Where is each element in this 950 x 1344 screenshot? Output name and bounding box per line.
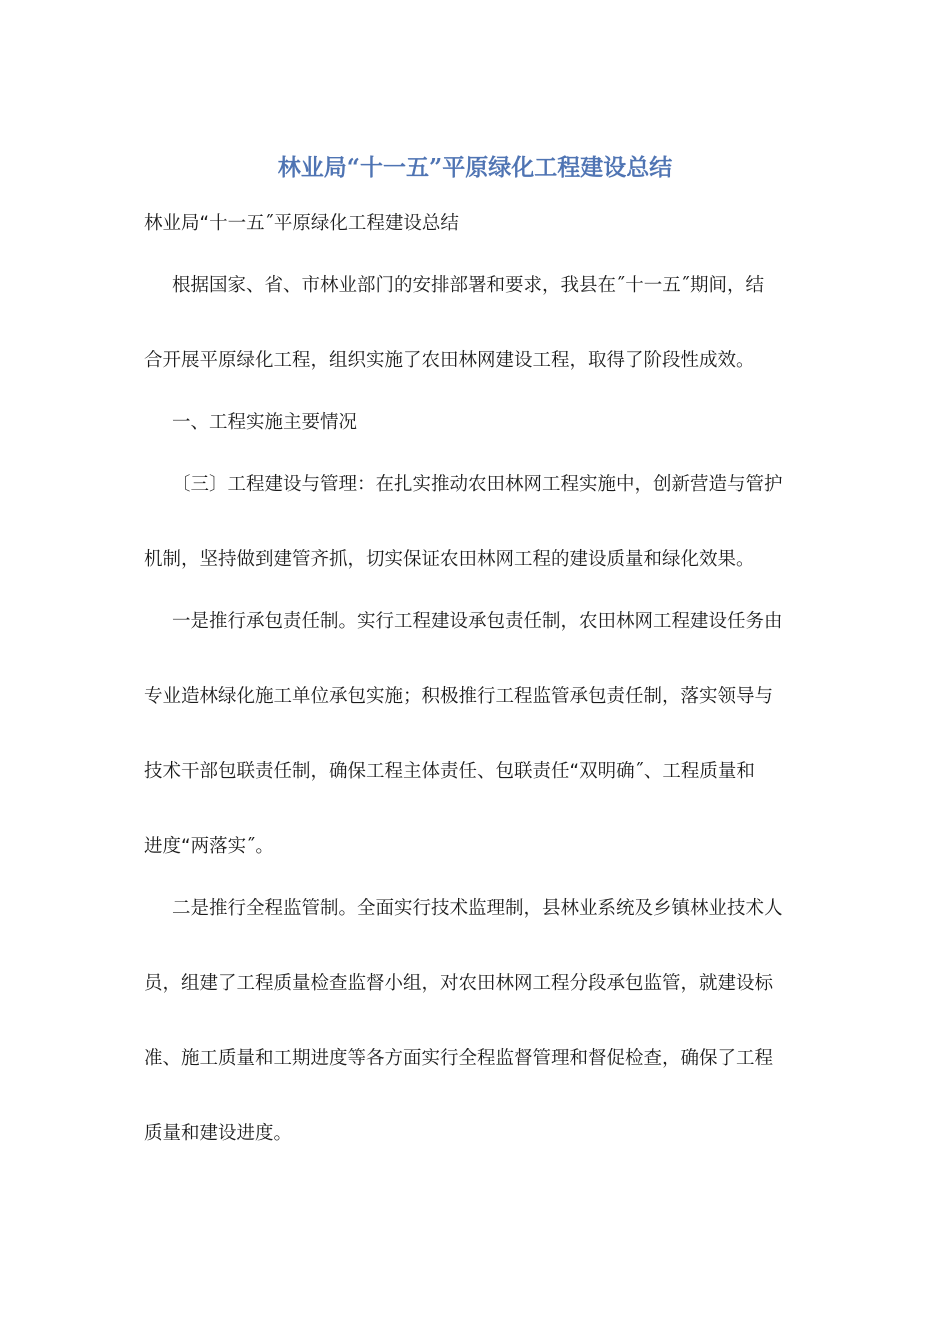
paragraph-3-line-4: 进度“两落实˝。 bbox=[144, 836, 274, 857]
subtitle-line: 林业局“十一五˝平原绿化工程建设总结 bbox=[144, 213, 459, 234]
paragraph-3-line-3: 技术干部包联责任制，确保工程主体责任、包联责任“双明确˝、工程质量和 bbox=[144, 761, 755, 782]
paragraph-1-line-2: 合开展平原绿化工程，组织实施了农田林网建设工程，取得了阶段性成效。 bbox=[144, 350, 755, 371]
paragraph-3-line-1: 一是推行承包责任制。实行工程建设承包责任制，农田林网工程建设任务由 bbox=[172, 611, 783, 632]
section-heading: 一、工程实施主要情况 bbox=[172, 412, 358, 433]
paragraph-4-line-3: 准、施工质量和工期进度等各方面实行全程监督管理和督促检查，确保了工程 bbox=[144, 1048, 774, 1069]
paragraph-4-line-2: 员，组建了工程质量检查监督小组，对农田林网工程分段承包监管，就建设标 bbox=[144, 973, 774, 994]
paragraph-2-line-1: 〔三〕工程建设与管理：在扎实推动农田林网工程实施中，创新营造与管护 bbox=[172, 474, 783, 495]
paragraph-1-line-1: 根据国家、省、市林业部门的安排部署和要求，我县在˝十一五˝期间，结 bbox=[172, 275, 765, 296]
paragraph-2-line-2: 机制，坚持做到建管齐抓，切实保证农田林网工程的建设质量和绿化效果。 bbox=[144, 549, 755, 570]
paragraph-4-line-4: 质量和建设进度。 bbox=[144, 1123, 293, 1144]
paragraph-3-line-2: 专业造林绿化施工单位承包实施；积极推行工程监管承包责任制，落实领导与 bbox=[144, 686, 774, 707]
paragraph-4-line-1: 二是推行全程监管制。全面实行技术监理制，县林业系统及乡镇林业技术人 bbox=[172, 898, 783, 919]
document-title: 林业局“十一五”平原绿化工程建设总结 bbox=[277, 154, 673, 181]
